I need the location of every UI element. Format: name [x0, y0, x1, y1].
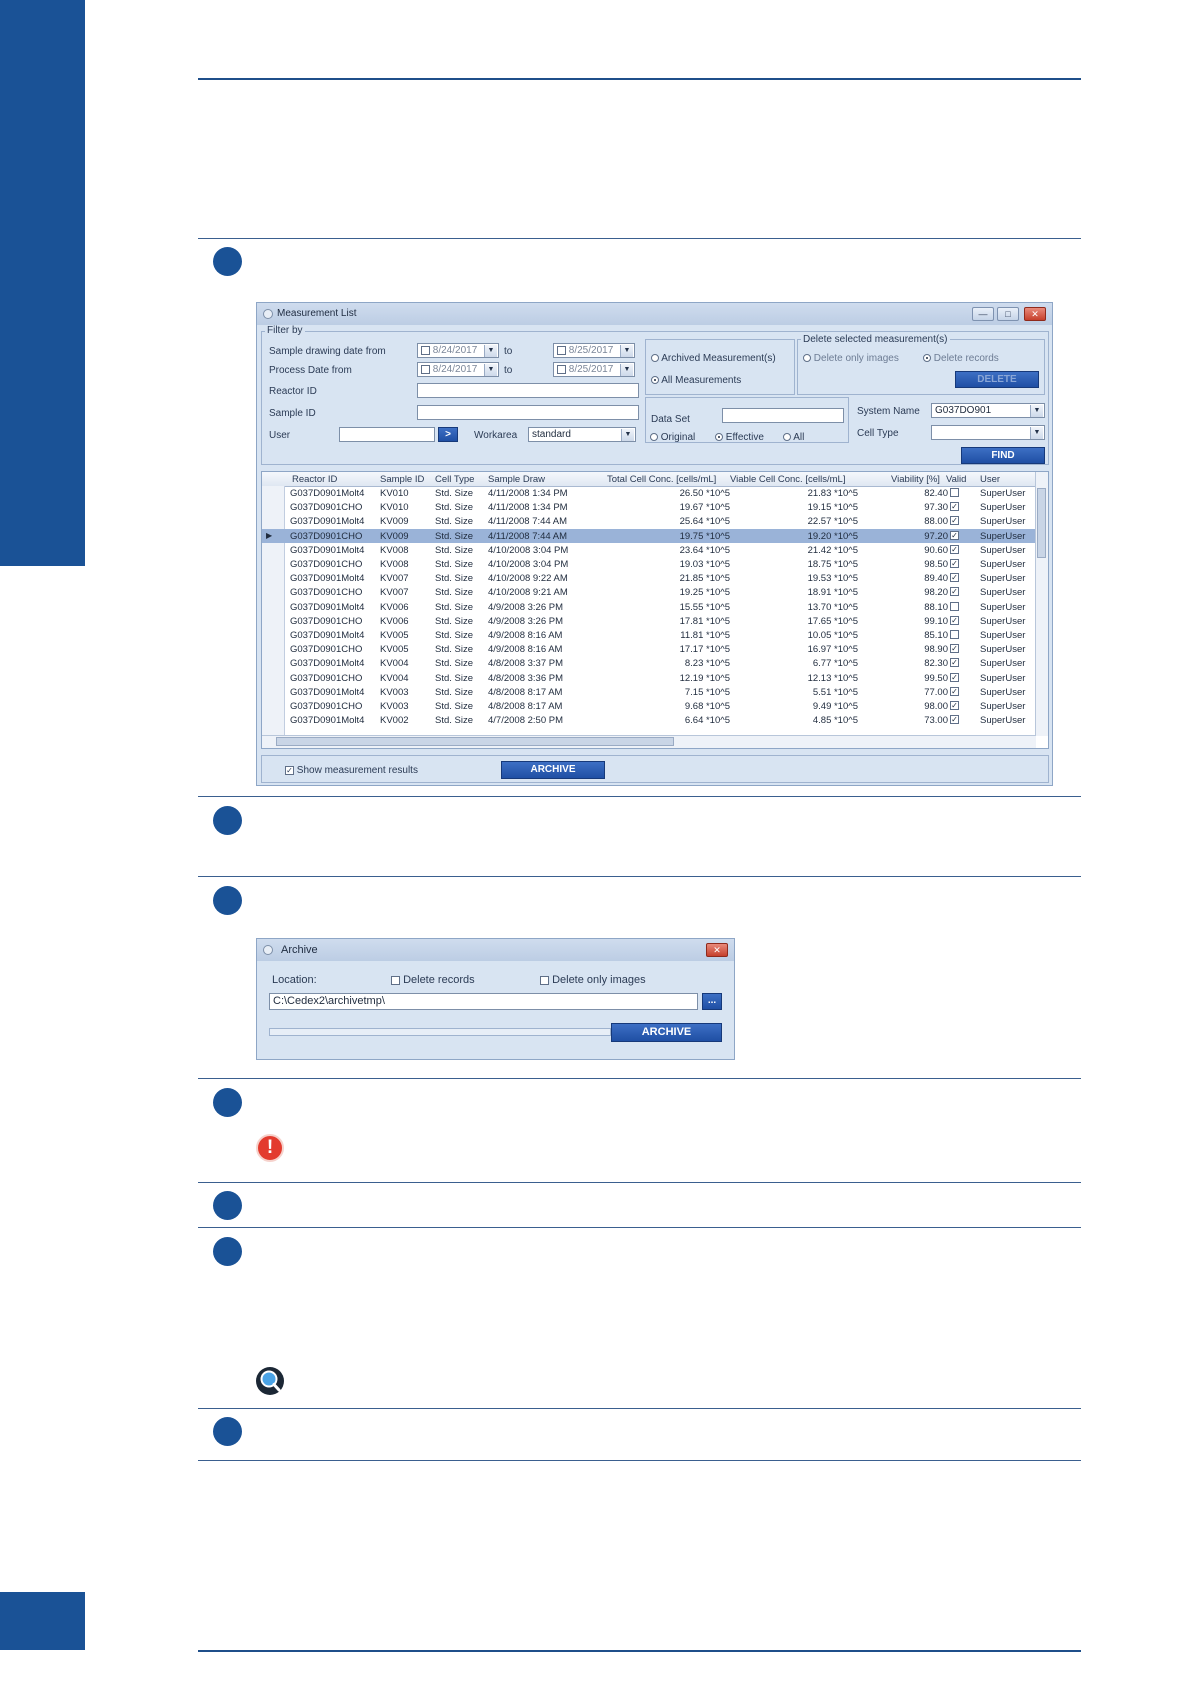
process-date-to-checkbox[interactable]	[557, 365, 566, 374]
archive-confirm-button[interactable]: ARCHIVE	[611, 1023, 722, 1042]
archive-title: Archive	[281, 944, 318, 956]
scroll-thumb[interactable]	[1037, 488, 1046, 558]
valid-checkbox-checked[interactable]: ✓	[951, 573, 958, 583]
table-row[interactable]	[262, 671, 1036, 685]
cell-type-label: Cell Type	[857, 428, 899, 439]
cell-viability: 77.00	[924, 686, 948, 698]
hscroll-thumb[interactable]	[276, 737, 674, 746]
valid-checkbox-checked[interactable]: ✓	[951, 615, 958, 625]
cell-user: SuperUser	[980, 615, 1026, 627]
cell-sample: KV003	[380, 701, 409, 712]
window-app-icon	[263, 945, 273, 955]
table-row[interactable]	[262, 656, 1036, 670]
cell-viable: 19.15 *10^5	[807, 502, 858, 514]
valid-checkbox-checked[interactable]: ✓	[951, 686, 958, 696]
table-row[interactable]	[262, 600, 1036, 614]
cell-viable: 19.53 *10^5	[807, 573, 858, 585]
sample-date-from-checkbox[interactable]	[421, 346, 430, 355]
archive-titlebar	[257, 939, 734, 961]
cell-reactor: G037D0901Molt4	[290, 516, 365, 528]
reactor-id-input[interactable]	[417, 383, 639, 398]
valid-checkbox-checked[interactable]: ✓	[951, 672, 958, 682]
sample-id-input[interactable]	[417, 405, 639, 420]
valid-checkbox[interactable]	[950, 488, 959, 497]
cell-sample: KV006	[380, 615, 409, 627]
cell-total: 26.50 *10^5	[679, 488, 730, 499]
cell-draw: 4/10/2008 3:04 PM	[488, 544, 569, 556]
cell-sample: KV004	[380, 672, 409, 684]
archive-path-input[interactable]: C:\Cedex2\archivetmp\	[269, 993, 698, 1010]
valid-checkbox-checked[interactable]: ✓	[951, 587, 958, 597]
step-bullet-3	[213, 886, 242, 915]
process-date-to-field[interactable]: 8/25/2017 ▼	[553, 362, 635, 377]
valid-checkbox-checked[interactable]: ✓	[951, 530, 958, 540]
checkbox-icon	[391, 976, 400, 985]
cell-total: 17.81 *10^5	[679, 615, 730, 627]
cell-sample: KV006	[380, 601, 409, 613]
valid-checkbox-checked[interactable]: ✓	[951, 658, 958, 668]
cell-total: 19.75 *10^5	[679, 530, 730, 542]
cell-user: SuperUser	[980, 658, 1026, 670]
cell-viable: 6.77 *10^5	[812, 658, 858, 670]
cell-total: 8.23 *10^5	[684, 658, 730, 670]
cell-user: SuperUser	[980, 587, 1026, 599]
archive-filter-group	[645, 339, 795, 395]
col-reactor-id[interactable]: Reactor ID	[292, 474, 338, 485]
step-bullet-4	[213, 1088, 242, 1117]
user-select-button[interactable]: >	[438, 427, 458, 442]
valid-checkbox[interactable]	[950, 630, 959, 639]
all-dataset-radio[interactable]: All	[783, 432, 804, 443]
cell-viable: 21.42 *10^5	[807, 544, 858, 556]
cell-draw: 4/8/2008 3:36 PM	[488, 672, 563, 684]
cell-sample: KV008	[380, 544, 409, 556]
cell-type: Std. Size	[435, 530, 474, 542]
bottom-rule	[198, 1650, 1081, 1652]
cell-viable: 19.20 *10^5	[807, 530, 858, 542]
table-row[interactable]	[262, 571, 1036, 585]
sample-date-label: Sample drawing date from	[269, 346, 386, 357]
system-name-label: System Name	[857, 406, 920, 417]
radio-icon	[803, 354, 811, 362]
archive-dialog	[256, 938, 735, 1060]
cell-user: SuperUser	[980, 530, 1026, 542]
cell-reactor: G037D0901Molt4	[290, 686, 365, 698]
cell-user: SuperUser	[980, 644, 1026, 656]
cell-user: SuperUser	[980, 701, 1026, 712]
cell-type: Std. Size	[435, 559, 474, 570]
cell-reactor: G037D0901Molt4	[290, 630, 365, 641]
chevron-down-icon[interactable]: ▼	[484, 364, 497, 376]
section-rule	[198, 876, 1081, 877]
valid-checkbox-checked[interactable]: ✓	[951, 544, 958, 554]
radio-selected-icon	[923, 354, 931, 362]
system-name-select[interactable]: G037DO901 ▼	[931, 403, 1045, 418]
cell-type: Std. Size	[435, 615, 474, 627]
cell-type: Std. Size	[435, 601, 474, 613]
cell-draw: 4/9/2008 8:16 AM	[488, 630, 563, 641]
cell-viability: 89.40	[924, 573, 948, 585]
step-bullet-1	[213, 247, 242, 276]
table-row[interactable]	[262, 543, 1036, 557]
cell-viable: 17.65 *10^5	[807, 615, 858, 627]
checkbox-icon	[540, 976, 549, 985]
row-pointer-icon: ▶	[266, 530, 273, 540]
cell-viability: 98.00	[924, 701, 948, 712]
cell-type: Std. Size	[435, 686, 474, 698]
table-row[interactable]	[262, 699, 1036, 713]
cell-sample: KV003	[380, 686, 409, 698]
cell-viable: 18.91 *10^5	[807, 587, 858, 599]
sample-id-label: Sample ID	[269, 408, 316, 419]
reactor-id-label: Reactor ID	[269, 386, 317, 397]
cell-type: Std. Size	[435, 587, 474, 599]
cell-total: 6.64 *10^5	[684, 715, 730, 727]
process-date-label: Process Date from	[269, 365, 352, 376]
cell-viable: 13.70 *10^5	[807, 601, 858, 613]
col-total-conc[interactable]: Total Cell Conc. [cells/mL]	[607, 474, 717, 485]
cell-sample: KV009	[380, 516, 409, 528]
cell-draw: 4/8/2008 8:17 AM	[488, 686, 563, 698]
cell-type: Std. Size	[435, 573, 474, 585]
process-date-from-field[interactable]: 8/24/2017 ▼	[417, 362, 499, 377]
cell-type-select[interactable]	[931, 425, 1045, 440]
cell-type: Std. Size	[435, 701, 474, 712]
cell-sample: KV005	[380, 630, 409, 641]
cell-viability: 90.60	[924, 544, 948, 556]
valid-checkbox-checked[interactable]: ✓	[951, 715, 958, 725]
cell-reactor: G037D0901CHO	[290, 559, 363, 570]
delete-group-label: Delete selected measurement(s)	[803, 334, 948, 345]
table-row[interactable]	[262, 642, 1036, 656]
cell-reactor: G037D0901Molt4	[290, 601, 365, 613]
delete-records-checkbox[interactable]: Delete records	[391, 974, 475, 986]
cell-viable: 5.51 *10^5	[812, 686, 858, 698]
cell-total: 17.17 *10^5	[679, 644, 730, 656]
cell-type: Std. Size	[435, 658, 474, 670]
workarea-label: Workarea	[474, 430, 518, 441]
cell-draw: 4/11/2008 1:34 PM	[488, 488, 568, 499]
cell-viability: 99.10	[924, 615, 948, 627]
section-rule	[198, 1408, 1081, 1409]
cell-viability: 97.20	[924, 530, 948, 542]
cell-reactor: G037D0901CHO	[290, 701, 363, 712]
delete-images-radio[interactable]: Delete only images	[803, 353, 899, 364]
cell-viability: 88.00	[924, 516, 948, 528]
sidebar-band-top	[0, 0, 85, 566]
cell-draw: 4/8/2008 3:37 PM	[488, 658, 563, 670]
cell-reactor: G037D0901CHO	[290, 530, 363, 542]
cell-viable: 12.13 *10^5	[807, 672, 858, 684]
table-row[interactable]	[262, 500, 1036, 514]
top-rule	[198, 78, 1081, 80]
cell-draw: 4/10/2008 9:22 AM	[488, 573, 568, 585]
section-rule	[198, 238, 1081, 239]
cell-viability: 99.50	[924, 672, 948, 684]
cell-total: 9.68 *10^5	[684, 701, 730, 712]
table-row[interactable]	[262, 713, 1036, 727]
minimize-button[interactable]: —	[972, 307, 994, 321]
cell-type: Std. Size	[435, 644, 474, 656]
location-label: Location:	[272, 974, 317, 986]
table-row[interactable]	[262, 614, 1036, 628]
cell-sample: KV010	[380, 502, 409, 514]
cell-total: 7.15 *10^5	[684, 686, 730, 698]
table-row[interactable]	[262, 585, 1036, 599]
table-row[interactable]	[262, 529, 1036, 543]
table-row[interactable]	[262, 557, 1036, 571]
sidebar-band-bottom	[0, 1592, 85, 1650]
step-bullet-6	[213, 1237, 242, 1266]
cell-viability: 98.50	[924, 559, 948, 570]
exclamation-icon: !	[256, 1134, 284, 1162]
vertical-scrollbar[interactable]	[1035, 472, 1048, 736]
cell-viability: 82.30	[924, 658, 948, 670]
cell-sample: KV010	[380, 488, 409, 499]
cell-viability: 88.10	[924, 601, 948, 613]
sample-date-to-field[interactable]: 8/25/2017 ▼	[553, 343, 635, 358]
cell-sample: KV005	[380, 644, 409, 656]
valid-checkbox-checked[interactable]: ✓	[951, 644, 958, 654]
process-date-from-checkbox[interactable]	[421, 365, 430, 374]
checkbox-checked-icon: ✓	[286, 765, 293, 775]
maximize-button[interactable]: □	[997, 307, 1019, 321]
cell-user: SuperUser	[980, 672, 1026, 684]
col-cell-type[interactable]: Cell Type	[435, 474, 475, 485]
close-button[interactable]: ✕	[706, 943, 728, 957]
table-row[interactable]	[262, 486, 1036, 500]
cell-type: Std. Size	[435, 488, 474, 499]
window-title: Measurement List	[277, 308, 357, 319]
radio-icon	[650, 433, 658, 441]
col-viability[interactable]: Viability [%]	[891, 474, 940, 485]
window-app-icon	[263, 309, 273, 319]
cell-total: 15.55 *10^5	[679, 601, 730, 613]
cell-sample: KV004	[380, 658, 409, 670]
cell-draw: 4/11/2008 1:34 PM	[488, 502, 568, 514]
cell-user: SuperUser	[980, 488, 1026, 499]
col-viable-conc[interactable]: Viable Cell Conc. [cells/mL]	[730, 474, 846, 485]
cell-viability: 73.00	[924, 715, 948, 727]
cell-viability: 98.90	[924, 644, 948, 656]
valid-checkbox-checked[interactable]: ✓	[951, 516, 958, 526]
cell-viability: 98.20	[924, 587, 948, 599]
radio-icon	[783, 433, 791, 441]
all-measurements-radio[interactable]: All Measurements	[651, 375, 741, 386]
cell-total: 19.25 *10^5	[679, 587, 730, 599]
radio-selected-icon	[651, 376, 659, 384]
cell-draw: 4/9/2008 8:16 AM	[488, 644, 563, 656]
dataset-input[interactable]	[722, 408, 844, 423]
valid-checkbox-checked[interactable]: ✓	[951, 502, 958, 512]
step-bullet-7	[213, 1417, 242, 1446]
col-sample-id[interactable]: Sample ID	[380, 474, 425, 485]
table-row[interactable]	[262, 685, 1036, 699]
col-sample-draw[interactable]: Sample Draw	[488, 474, 546, 485]
cell-draw: 4/9/2008 3:26 PM	[488, 601, 563, 613]
col-valid[interactable]: Valid	[946, 474, 967, 485]
cell-sample: KV007	[380, 573, 409, 585]
section-rule	[198, 1227, 1081, 1228]
cell-reactor: G037D0901Molt4	[290, 573, 365, 585]
cell-draw: 4/7/2008 2:50 PM	[488, 715, 563, 727]
sample-date-from-field[interactable]: 8/24/2017 ▼	[417, 343, 499, 358]
valid-checkbox-checked[interactable]: ✓	[951, 701, 958, 710]
find-button[interactable]: FIND	[961, 447, 1045, 464]
cell-viable: 21.83 *10^5	[807, 488, 858, 499]
cell-reactor: G037D0901CHO	[290, 644, 363, 656]
chevron-down-icon[interactable]: ▼	[484, 345, 497, 357]
chevron-down-icon[interactable]: ▼	[620, 364, 633, 376]
workarea-select[interactable]: standard ▼	[528, 427, 636, 442]
cell-type: Std. Size	[435, 516, 474, 528]
cell-reactor: G037D0901CHO	[290, 672, 363, 684]
section-rule	[198, 1182, 1081, 1183]
cell-user: SuperUser	[980, 544, 1026, 556]
cell-total: 25.64 *10^5	[679, 516, 730, 528]
grid-header	[262, 472, 1048, 487]
measurement-list-titlebar	[257, 303, 1052, 325]
cell-sample: KV009	[380, 530, 409, 542]
cell-user: SuperUser	[980, 601, 1026, 613]
cell-reactor: G037D0901Molt4	[290, 544, 365, 556]
cell-viable: 18.75 *10^5	[807, 559, 858, 570]
effective-radio[interactable]: Effective	[715, 432, 764, 443]
radio-icon	[651, 354, 659, 362]
dataset-label: Data Set	[651, 414, 690, 425]
show-results-checkbox[interactable]: ✓ Show measurement results	[286, 765, 418, 776]
table-row[interactable]	[262, 514, 1036, 528]
cell-total: 23.64 *10^5	[679, 544, 730, 556]
to-label: to	[504, 346, 513, 357]
to-label: to	[504, 365, 513, 376]
measurement-list-window	[256, 302, 1053, 786]
browse-button[interactable]: ...	[702, 993, 722, 1010]
cell-user: SuperUser	[980, 686, 1026, 698]
delete-records-radio[interactable]: Delete records	[923, 353, 999, 364]
cell-viable: 9.49 *10^5	[812, 701, 858, 712]
section-rule	[198, 1460, 1081, 1461]
cell-user: SuperUser	[980, 573, 1026, 585]
cell-reactor: G037D0901Molt4	[290, 658, 365, 670]
cell-draw: 4/10/2008 3:04 PM	[488, 559, 569, 570]
cell-viable: 16.97 *10^5	[807, 644, 858, 656]
cell-user: SuperUser	[980, 715, 1026, 727]
cell-reactor: G037D0901CHO	[290, 587, 363, 599]
horizontal-scrollbar[interactable]	[262, 735, 1036, 748]
cell-sample: KV008	[380, 559, 409, 570]
chevron-down-icon[interactable]: ▼	[620, 345, 633, 357]
cell-viability: 82.40	[924, 488, 948, 499]
cell-user: SuperUser	[980, 502, 1026, 514]
cell-draw: 4/9/2008 3:26 PM	[488, 615, 563, 627]
chevron-down-icon[interactable]: ▼	[1030, 427, 1043, 439]
valid-checkbox[interactable]	[950, 602, 959, 611]
cell-user: SuperUser	[980, 559, 1026, 570]
cell-reactor: G037D0901CHO	[290, 615, 363, 627]
cell-total: 19.03 *10^5	[679, 559, 730, 570]
cell-sample: KV002	[380, 715, 409, 727]
cell-type: Std. Size	[435, 672, 474, 684]
cell-draw: 4/8/2008 8:17 AM	[488, 701, 563, 712]
archive-button[interactable]: ARCHIVE	[501, 761, 605, 779]
cell-reactor: G037D0901Molt4	[290, 488, 365, 499]
cell-type: Std. Size	[435, 544, 474, 556]
cell-total: 11.81 *10^5	[680, 630, 730, 641]
user-input[interactable]	[339, 427, 435, 442]
cell-type: Std. Size	[435, 715, 474, 727]
user-label: User	[269, 430, 291, 441]
cell-draw: 4/10/2008 9:21 AM	[488, 587, 568, 599]
archived-radio[interactable]: Archived Measurement(s)	[651, 353, 776, 364]
cell-viable: 4.85 *10^5	[812, 715, 858, 727]
section-rule	[198, 796, 1081, 797]
cell-total: 21.85 *10^5	[679, 573, 730, 585]
cell-total: 12.19 *10^5	[679, 672, 730, 684]
cell-user: SuperUser	[980, 516, 1026, 528]
col-user[interactable]: User	[980, 474, 1001, 485]
cell-viability: 97.30	[924, 502, 948, 514]
delete-images-checkbox[interactable]: Delete only images	[540, 974, 646, 986]
cell-user: SuperUser	[980, 630, 1026, 641]
cell-viable: 22.57 *10^5	[807, 516, 858, 528]
close-button[interactable]: ✕	[1024, 307, 1046, 321]
cell-draw: 4/11/2008 7:44 AM	[488, 516, 568, 528]
section-rule	[198, 1078, 1081, 1079]
filter-group-label: Filter by	[267, 325, 303, 336]
cell-type: Std. Size	[435, 502, 474, 514]
sample-date-to-checkbox[interactable]	[557, 346, 566, 355]
table-row[interactable]	[262, 628, 1036, 642]
archive-progress-bar	[269, 1028, 611, 1036]
cell-sample: KV007	[380, 587, 409, 599]
chevron-down-icon[interactable]: ▼	[621, 429, 634, 441]
step-bullet-2	[213, 806, 242, 835]
chevron-down-icon[interactable]: ▼	[1030, 405, 1043, 417]
cell-viability: 85.10	[924, 630, 948, 641]
valid-checkbox-checked[interactable]: ✓	[951, 559, 958, 568]
cell-viable: 10.05 *10^5	[807, 630, 858, 641]
magnifier-icon	[256, 1367, 284, 1395]
delete-button[interactable]: DELETE	[955, 371, 1039, 388]
cell-reactor: G037D0901Molt4	[290, 715, 365, 727]
original-radio[interactable]: Original	[650, 432, 695, 443]
cell-reactor: G037D0901CHO	[290, 502, 363, 514]
radio-selected-icon	[715, 433, 723, 441]
cell-total: 19.67 *10^5	[679, 502, 730, 514]
measurement-grid	[261, 471, 1049, 749]
cell-draw: 4/11/2008 7:44 AM	[488, 530, 568, 542]
step-bullet-5	[213, 1191, 242, 1220]
cell-type: Std. Size	[435, 630, 474, 641]
